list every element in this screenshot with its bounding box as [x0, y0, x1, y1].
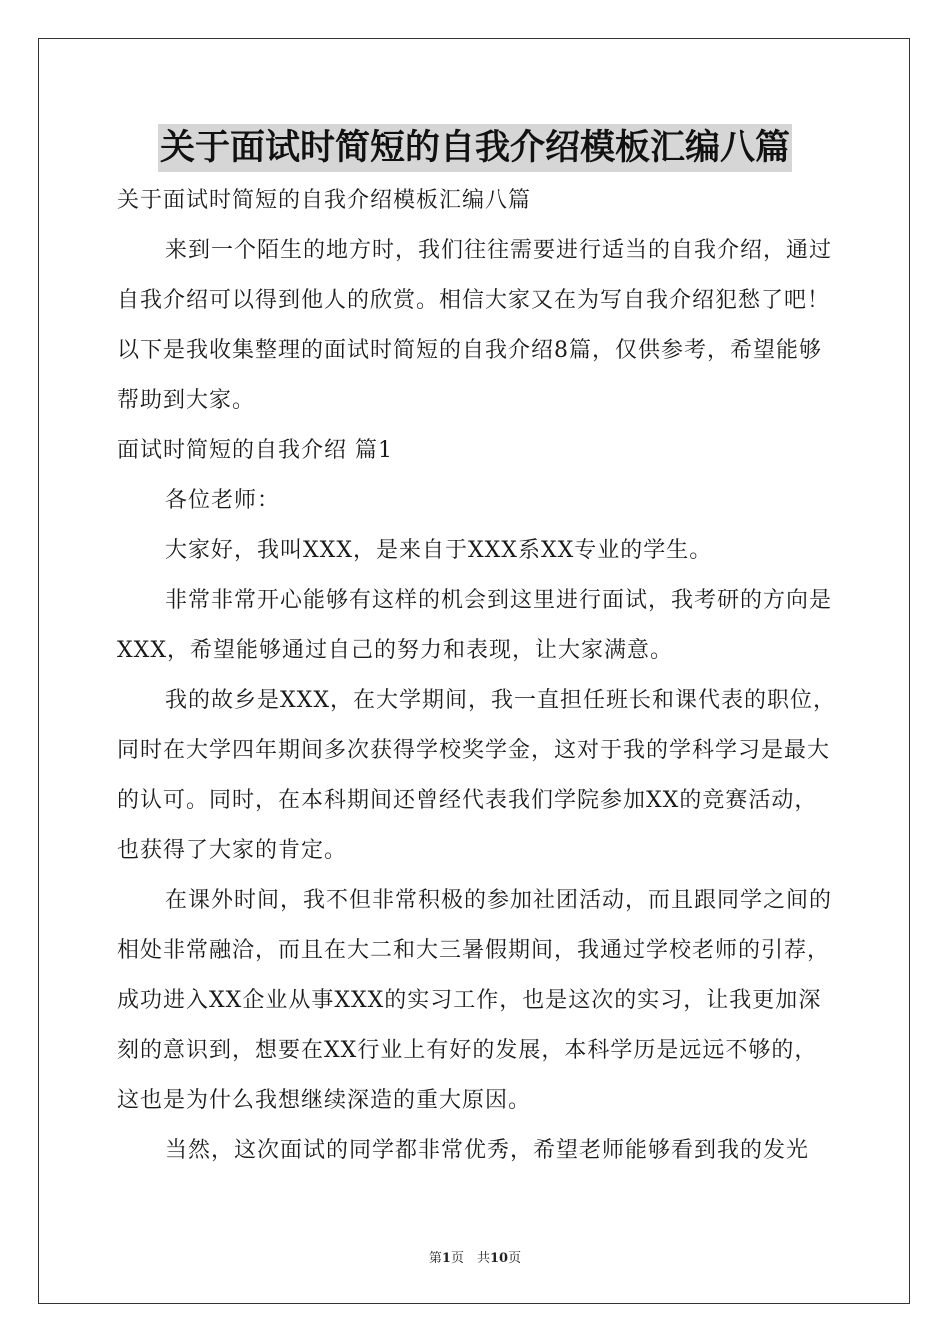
body-paragraph: 大家好，我叫XXX，是来自于XXX系XX专业的学生。	[165, 538, 713, 563]
body-paragraph: 非常非常开心能够有这样的机会到这里进行面试，我考研的方向是XXX，希望能够通过自己的努力和表现，让大家满意。	[117, 588, 833, 663]
footer-page-prefix: 第	[428, 1251, 442, 1266]
body-paragraph: 当然，这次面试的同学都非常优秀，希望老师能够看到我的发光	[165, 1138, 810, 1163]
footer-page-suffix: 页	[508, 1251, 522, 1266]
footer-page-current: 1	[441, 1251, 451, 1266]
page-footer	[0, 1247, 950, 1266]
salutation: 各位老师：	[165, 488, 281, 513]
body-paragraph: 我的故乡是XXX，在大学期间，我一直担任班长和课代表的职位，同时在大学四年期间多次获得学校奖学金，这对于我的学科学习是最大的认可。同时，在本科期间还曾经代表我们学院参加XX的竞赛活动，也获得了大家的肯定。	[117, 688, 836, 863]
body-paragraph: 在课外时间，我不但非常积极的参加社团活动，而且跟同学之间的相处非常融洽，而且在大二和大三暑假期间，我通过学校老师的引荐，成功进入XX企业从事XXX的实习工作，也是这次的实习，让我更加深刻的意识到，想要在XX行业上有好的发展，本科学历是远远不够的，这也是为什么我想继续深造的重大原因。	[117, 888, 833, 1113]
subtitle-line: 关于面试时简短的自我介绍模板汇编八篇	[117, 188, 532, 213]
intro-paragraph: 来到一个陌生的地方时，我们往往需要进行适当的自我介绍，通过自我介绍可以得到他人的欣赏。相信大家又在为写自我介绍犯愁了吧！以下是我收集整理的面试时简短的自我介绍8篇，仅供参考，希望能够帮助到大家。	[117, 238, 833, 413]
title-wrapper	[0, 124, 950, 172]
document-body	[117, 176, 837, 1176]
section-heading: 面试时简短的自我介绍 篇1	[117, 438, 393, 463]
document-title: 关于面试时简短的自我介绍模板汇编八篇	[158, 124, 792, 172]
footer-page-mid: 页 共	[450, 1251, 490, 1266]
footer-page-total: 10	[489, 1251, 509, 1266]
